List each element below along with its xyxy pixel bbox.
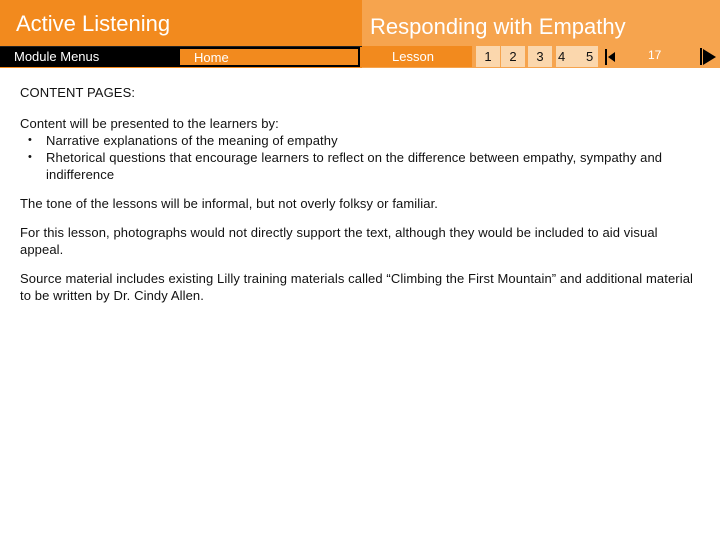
- bullet-icon: •: [28, 151, 32, 163]
- app-title: Active Listening: [16, 11, 171, 36]
- page-link-4[interactable]: 4: [556, 46, 584, 67]
- home-button[interactable]: Home: [178, 47, 360, 67]
- page-link-1[interactable]: 1: [476, 46, 500, 67]
- bullet-icon: •: [28, 134, 32, 146]
- page-link-2[interactable]: 2: [501, 46, 525, 67]
- section-title: Responding with Empathy: [370, 14, 626, 39]
- page-link-5[interactable]: 5: [584, 46, 598, 67]
- top-navigation-bar: [0, 0, 720, 68]
- previous-page-icon[interactable]: [605, 46, 617, 67]
- list-item: • Narrative explanations of the meaning of empathy: [28, 133, 338, 148]
- list-item: • Rhetorical questions that encourage learners to reflect on the difference between empathy, sympathy and indifference: [28, 150, 663, 182]
- intro-text: Content will be presented to the learners by:: [20, 116, 279, 131]
- module-menu-strip: [0, 46, 362, 67]
- photos-paragraph: For this lesson, photographs would not directly support the text, although they would be included to aid visual appeal.: [20, 225, 658, 257]
- source-paragraph: Source material includes existing Lilly training materials called “Climbing the First Mountain” and additional material to be written by Dr. Cindy Allen.: [20, 271, 694, 303]
- lesson-header: [362, 0, 720, 68]
- lesson-button[interactable]: Lesson: [362, 46, 472, 67]
- bullet-list: [20, 132, 700, 183]
- module-menus-button[interactable]: Module Menus: [0, 47, 178, 67]
- page-number: 17: [648, 48, 662, 62]
- next-page-icon[interactable]: [700, 46, 720, 67]
- content-body: [20, 84, 700, 316]
- page-link-3[interactable]: 3: [528, 46, 552, 67]
- content-heading: CONTENT PAGES:: [20, 85, 136, 100]
- tone-paragraph: The tone of the lessons will be informal, but not overly folksy or familiar.: [20, 196, 439, 211]
- module-header: [0, 0, 362, 68]
